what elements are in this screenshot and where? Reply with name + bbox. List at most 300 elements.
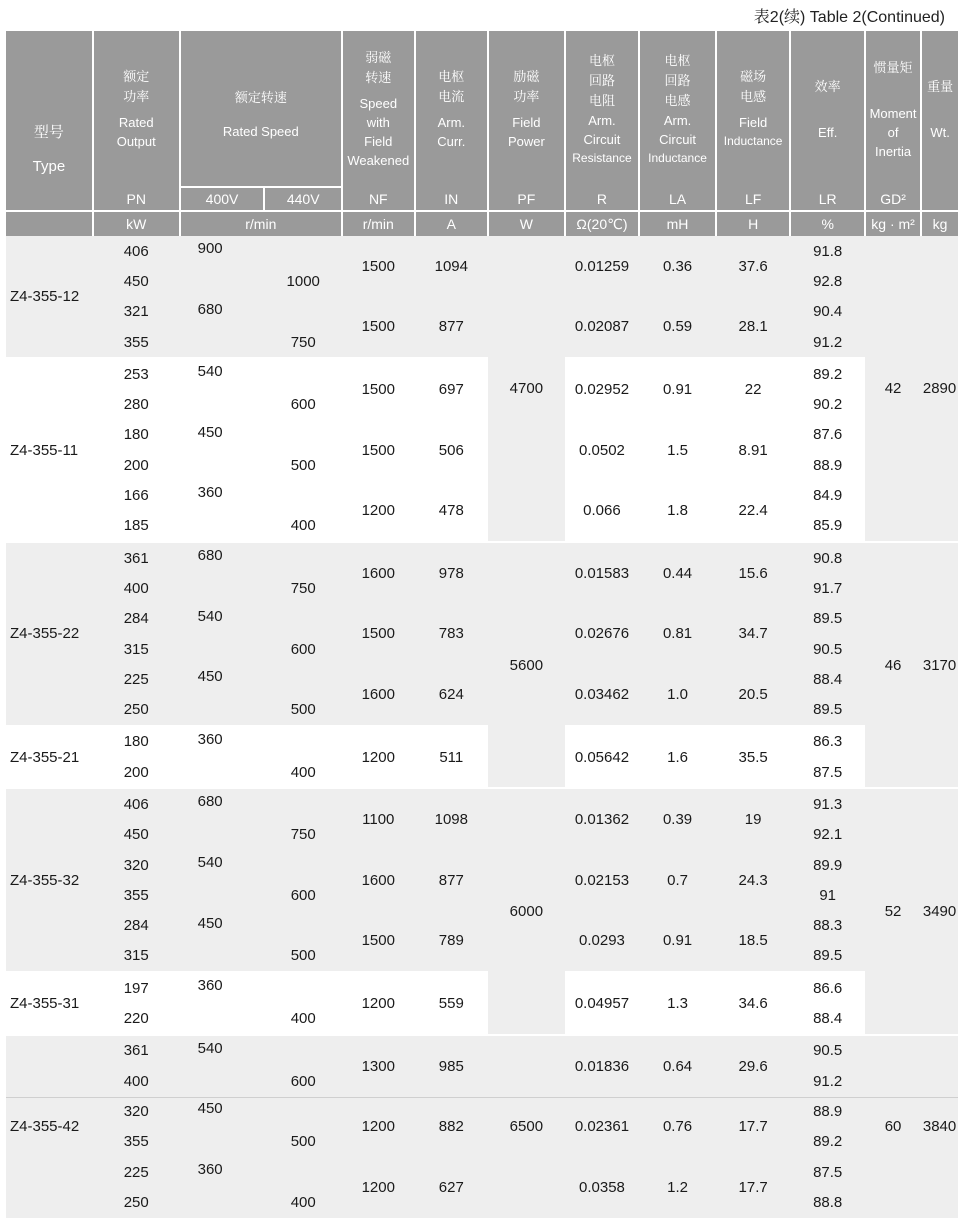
cell-field-inductance: 24.3	[716, 850, 791, 911]
cell-speed-440v	[264, 1157, 342, 1187]
cell-speed-weakened: 1100	[342, 788, 415, 850]
cell-inductance: 1.6	[639, 726, 716, 789]
spec-table	[6, 31, 958, 1218]
cell-inductance: 0.44	[639, 542, 716, 604]
cell-resistance: 0.03462	[565, 664, 640, 726]
table-row	[6, 236, 958, 266]
cell-speed-440v: 750	[264, 820, 342, 850]
header-text: Inductance	[648, 150, 707, 165]
cell-field-inductance: 19	[716, 788, 791, 850]
cell-inductance: 0.7	[639, 850, 716, 911]
header-text: Field	[739, 115, 768, 130]
header-text: 回路	[664, 72, 691, 88]
cell-resistance: 0.066	[583, 502, 621, 520]
header-text: Curr.	[437, 134, 466, 149]
sym-lf: LF	[716, 187, 791, 211]
cell-efficiency: 90.5	[790, 634, 865, 664]
cell-speed-440v: 1000	[264, 266, 342, 296]
cell-rated-output: 250	[93, 694, 180, 725]
cell-field-inductance: 15.6	[716, 542, 791, 604]
cell-rated-output: 450	[93, 266, 180, 296]
cell-rated-output: 355	[93, 880, 180, 910]
cell-speed-400v: 360	[180, 726, 265, 757]
header-text: 电阻	[588, 92, 615, 108]
cell-speed-400v	[180, 1066, 265, 1096]
table-row	[6, 911, 958, 941]
unit-ohm: Ω(20℃)	[565, 211, 640, 236]
cell-speed-440v: 600	[264, 880, 342, 910]
cell-speed-440v	[264, 297, 342, 327]
cell-speed-400v: 450	[180, 911, 265, 941]
cell-speed-weakened: 1500	[361, 441, 395, 459]
cell-rated-output: 253	[93, 358, 180, 389]
cell-efficiency: 90.4	[790, 297, 865, 327]
cell-speed-440v	[264, 911, 342, 941]
sym-440v: 440V	[264, 187, 342, 211]
cell-efficiency: 91.2	[790, 1066, 865, 1096]
cell-speed-400v: 450	[180, 664, 265, 694]
cell-rated-output: 406	[93, 788, 180, 819]
cell-arm-current: 627	[415, 1157, 489, 1218]
cell-efficiency: 89.2	[790, 358, 865, 389]
header-text: 功率	[513, 89, 540, 104]
cell-efficiency: 86.3	[790, 726, 865, 757]
cell-speed-440v: 500	[290, 456, 316, 474]
cell-rated-output: 321	[93, 297, 180, 327]
cell-speed-weakened: 1500	[342, 358, 415, 420]
header-arm-current	[415, 31, 489, 187]
sym-pn: PN	[93, 187, 180, 211]
cell-field-inductance: 17.7	[716, 1096, 791, 1157]
header-unit-row	[6, 211, 958, 236]
cell-speed-440v	[264, 726, 342, 757]
header-text: Moment	[869, 105, 917, 121]
cell-speed-440v	[264, 480, 342, 510]
cell-rated-output: 315	[93, 634, 180, 664]
cell-inductance: 1.8	[667, 502, 688, 520]
cell-inertia: 42	[865, 236, 921, 542]
cell-efficiency: 92.1	[790, 820, 865, 850]
header-efficiency	[790, 31, 865, 187]
cell-speed-440v	[264, 1096, 342, 1126]
type-cell: Z4-355-11	[6, 358, 93, 542]
sym-la: LA	[639, 187, 716, 211]
table-body	[6, 236, 958, 1218]
cell-speed-400v: 540	[180, 850, 265, 880]
cell-field-inductance: 34.6	[716, 972, 791, 1035]
header-text: 重量	[927, 78, 954, 94]
sym-nf: NF	[342, 187, 415, 211]
cell-speed-400v	[180, 941, 265, 972]
cell-efficiency: 91.3	[790, 788, 865, 819]
cell-efficiency: 87.6	[813, 426, 843, 444]
header-text: Inertia	[874, 143, 912, 159]
header-type-cn: 型号	[33, 124, 64, 141]
header-text: 转速	[365, 70, 392, 85]
cell-weight: 3170	[921, 542, 958, 788]
cell-arm-current: 511	[415, 726, 489, 789]
cell-resistance: 0.01259	[565, 236, 640, 297]
unit-a: A	[415, 211, 489, 236]
header-text: Wt.	[930, 124, 950, 140]
cell-speed-400v: 680	[180, 788, 265, 819]
cell-speed-400v: 540	[180, 604, 265, 634]
cell-speed-weakened: 1500	[342, 604, 415, 665]
cell-rated-output: 280	[123, 396, 149, 414]
cell-efficiency: 88.9	[813, 456, 843, 474]
cell-speed-weakened: 1600	[342, 542, 415, 604]
cell-arm-current: 783	[415, 604, 489, 665]
cell-speed-400v	[180, 450, 265, 480]
header-text: Rated	[118, 115, 154, 130]
cell-resistance: 0.01362	[565, 788, 640, 850]
unit-rpm: r/min	[180, 211, 342, 236]
cell-speed-400v	[180, 694, 265, 725]
cell-speed-440v: 500	[264, 941, 342, 972]
cell-speed-440v	[264, 604, 342, 634]
cell-speed-400v	[180, 1003, 265, 1034]
type-cell: Z4-355-22	[6, 542, 93, 726]
table-row	[6, 297, 958, 327]
cell-efficiency: 88.4	[790, 664, 865, 694]
cell-speed-weakened: 1500	[342, 236, 415, 297]
cell-speed-weakened: 1200	[342, 726, 415, 789]
unit-pct: %	[790, 211, 865, 236]
header-text: Arm.	[663, 112, 692, 128]
unit-kgm2: kg · m²	[865, 211, 921, 236]
cell-rated-output: 284	[93, 604, 180, 634]
header-text: Speed	[359, 96, 398, 111]
cell-inductance: 1.0	[639, 664, 716, 726]
cell-rated-output: 220	[123, 1010, 149, 1028]
cell-field-inductance: 8.91	[738, 441, 768, 459]
cell-resistance: 0.05642	[565, 726, 640, 789]
cell-efficiency: 90.2	[813, 396, 843, 414]
header-text: 磁场	[740, 69, 767, 84]
cell-rated-output: 361	[93, 1035, 180, 1066]
cell-arm-current: 877	[415, 297, 489, 359]
cell-inductance: 1.5	[667, 441, 688, 459]
cell-speed-400v	[180, 389, 265, 419]
cell-rated-output: 320	[93, 1096, 180, 1126]
cell-speed-440v: 400	[290, 1010, 316, 1028]
header-text: Inductance	[723, 134, 783, 148]
cell-arm-current: 882	[415, 1096, 489, 1157]
cell-speed-440v	[264, 236, 342, 266]
cell-speed-weakened: 1200	[342, 1096, 415, 1157]
cell-weight: 3840	[921, 1035, 958, 1218]
cell-speed-440v	[264, 972, 342, 1003]
header-text: 惯量矩	[873, 59, 913, 75]
header-field-power	[488, 31, 565, 187]
sym-in: IN	[415, 187, 489, 211]
header-resistance	[565, 31, 640, 187]
cell-speed-weakened: 1600	[342, 664, 415, 726]
cell-field-inductance: 22.4	[738, 502, 768, 520]
cell-efficiency: 89.5	[790, 694, 865, 725]
cell-speed-weakened: 1500	[342, 911, 415, 973]
cell-speed-400v: 680	[180, 297, 265, 327]
type-cell: Z4-355-31	[6, 972, 93, 1035]
cell-speed-400v: 900	[180, 236, 265, 266]
cell-arm-current: 697	[415, 358, 489, 420]
cell-efficiency: 89.2	[790, 1127, 865, 1157]
header-inertia	[865, 31, 921, 187]
cell-rated-output: 315	[93, 941, 180, 972]
cell-rated-output: 225	[93, 1157, 180, 1187]
cell-speed-weakened: 1300	[342, 1035, 415, 1097]
cell-speed-440v: 400	[264, 1187, 342, 1217]
cell-field-inductance: 22	[716, 358, 791, 420]
cell-resistance: 0.0293	[565, 911, 640, 973]
table-row	[6, 420, 958, 450]
header-text: 弱磁	[365, 50, 392, 65]
header-text: Resistance	[572, 150, 632, 165]
cell-efficiency: 91	[790, 880, 865, 910]
cell-field-inductance: 34.7	[716, 604, 791, 665]
cell-speed-400v	[180, 1127, 265, 1157]
cell-speed-400v	[180, 820, 265, 850]
table-caption: 表2(续) Table 2(Continued)	[753, 9, 945, 26]
cell-speed-440v	[264, 788, 342, 819]
table-row	[6, 604, 958, 634]
cell-speed-440v: 500	[264, 694, 342, 725]
cell-rated-output: 406	[93, 236, 180, 266]
header-text: Circuit	[659, 131, 696, 147]
header-text: 效率	[814, 78, 841, 94]
cell-rated-output: 166	[123, 487, 149, 505]
cell-field-inductance: 18.5	[716, 911, 791, 973]
cell-speed-weakened: 1600	[342, 850, 415, 911]
cell-resistance: 0.01836	[565, 1035, 640, 1097]
cell-arm-current: 1094	[415, 236, 489, 297]
cell-speed-400v	[180, 266, 265, 296]
cell-efficiency: 90.8	[790, 542, 865, 573]
cell-resistance: 0.0502	[579, 441, 625, 459]
cell-inductance: 0.91	[639, 911, 716, 973]
header-text: 电感	[664, 92, 691, 108]
unit-h: H	[716, 211, 791, 236]
header-text: Field	[364, 134, 393, 149]
cell-speed-400v	[180, 757, 265, 788]
header-text: Circuit	[583, 131, 621, 147]
cell-resistance: 0.04957	[565, 972, 640, 1035]
cell-arm-current: 1098	[415, 788, 489, 850]
cell-resistance: 0.02361	[565, 1096, 640, 1157]
cell-efficiency: 84.9	[813, 487, 843, 505]
type-cell: Z4-355-21	[6, 726, 93, 789]
cell-speed-440v: 600	[264, 1066, 342, 1096]
header-text: 电枢	[664, 52, 691, 68]
cell-efficiency: 90.5	[790, 1035, 865, 1066]
cell-efficiency: 88.3	[790, 911, 865, 941]
sym-pf: PF	[488, 187, 565, 211]
cell-arm-current: 985	[415, 1035, 489, 1097]
cell-rated-output: 355	[93, 327, 180, 358]
header-text: 电枢	[588, 52, 615, 68]
table-row	[6, 972, 958, 1003]
cell-speed-400v: 360	[197, 484, 223, 502]
header-inductance	[639, 31, 716, 187]
cell-resistance: 0.02952	[565, 358, 640, 420]
cell-rated-output: 355	[93, 1127, 180, 1157]
unit-kw: kW	[93, 211, 180, 236]
cell-speed-400v	[180, 880, 265, 910]
header-text: 电感	[740, 89, 767, 104]
cell-inertia: 60	[865, 1035, 921, 1218]
cell-field-inductance: 37.6	[716, 236, 791, 297]
cell-efficiency: 85.9	[813, 517, 843, 535]
cell-inductance: 0.64	[639, 1035, 716, 1097]
cell-speed-400v	[180, 573, 265, 603]
cell-rated-output: 197	[93, 972, 180, 1003]
sym-r: R	[565, 187, 640, 211]
cell-rated-output: 450	[93, 820, 180, 850]
table-row	[6, 664, 958, 694]
table-bottom-rule	[6, 1097, 958, 1098]
header-text: Rated Speed	[222, 124, 299, 139]
cell-resistance: 0.0358	[565, 1157, 640, 1218]
type-cell: Z4-355-32	[6, 788, 93, 972]
header-text: with	[366, 115, 390, 130]
cell-rated-output: 284	[93, 911, 180, 941]
cell-inertia: 52	[865, 788, 921, 1034]
cell-speed-400v: 540	[180, 358, 265, 389]
cell-efficiency: 91.8	[790, 236, 865, 266]
cell-speed-400v	[180, 327, 265, 358]
cell-resistance: 0.02153	[565, 850, 640, 911]
header-text: Power	[507, 134, 545, 149]
cell-arm-current: 978	[415, 542, 489, 604]
unit-kg: kg	[921, 211, 958, 236]
cell-rated-output: 320	[93, 850, 180, 880]
sym-lr: LR	[790, 187, 865, 211]
cell-weight: 2890	[921, 236, 958, 542]
cell-speed-440v	[264, 542, 342, 573]
cell-speed-440v	[264, 850, 342, 880]
cell-speed-400v: 540	[180, 1035, 265, 1066]
cell-speed-440v: 750	[264, 573, 342, 603]
cell-rated-output: 400	[93, 1066, 180, 1096]
unit-type	[6, 211, 93, 236]
header-symbol-row	[6, 187, 958, 211]
cell-inductance: 1.2	[639, 1157, 716, 1218]
header-text: 额定	[123, 69, 150, 84]
sym-400v: 400V	[180, 187, 265, 211]
cell-speed-400v: 360	[180, 1157, 265, 1187]
header-text: Arm.	[588, 112, 616, 128]
cell-inductance: 0.36	[639, 236, 716, 297]
table-row	[6, 358, 958, 389]
table-row	[6, 1157, 958, 1187]
cell-speed-400v	[180, 634, 265, 664]
cell-inductance: 1.3	[639, 972, 716, 1035]
unit-mh: mH	[639, 211, 716, 236]
sym-wt	[921, 187, 958, 211]
cell-rated-output: 400	[93, 573, 180, 603]
cell-field-power: 5600	[488, 542, 565, 788]
header-speed-weakened	[342, 31, 415, 187]
cell-speed-400v: 680	[180, 542, 265, 573]
cell-inductance: 0.76	[639, 1096, 716, 1157]
cell-field-inductance: 28.1	[716, 297, 791, 359]
cell-speed-weakened: 1200	[342, 1157, 415, 1218]
header-weight	[921, 31, 958, 187]
cell-efficiency: 87.5	[790, 1157, 865, 1187]
cell-speed-400v	[180, 511, 265, 542]
cell-arm-current: 624	[415, 664, 489, 726]
cell-speed-440v	[264, 664, 342, 694]
sym-gd2: GD²	[865, 187, 921, 211]
cell-efficiency: 88.4	[813, 1010, 843, 1028]
cell-speed-440v: 750	[264, 327, 342, 358]
header-rated-speed	[180, 31, 342, 187]
cell-arm-current: 506	[438, 441, 464, 459]
header-field-inductance	[716, 31, 791, 187]
cell-speed-weakened: 1200	[361, 502, 395, 520]
cell-efficiency: 88.8	[790, 1187, 865, 1217]
cell-resistance: 0.02087	[565, 297, 640, 359]
cell-speed-440v: 400	[290, 763, 316, 781]
table-row	[6, 1096, 958, 1126]
cell-resistance: 0.02676	[565, 604, 640, 665]
cell-speed-400v: 450	[180, 1096, 265, 1126]
cell-inductance: 0.81	[639, 604, 716, 665]
cell-inertia: 46	[865, 542, 921, 788]
cell-field-power: 6000	[488, 788, 565, 1034]
table-row	[6, 788, 958, 819]
header-text: Weakened	[347, 153, 410, 168]
header-text: 回路	[588, 72, 615, 88]
header-text: Eff.	[818, 124, 838, 140]
cell-inductance: 0.39	[639, 788, 716, 850]
cell-speed-440v	[264, 420, 342, 450]
header-text: 励磁	[513, 69, 540, 84]
cell-rated-output: 361	[93, 542, 180, 573]
cell-speed-440v: 600	[290, 396, 316, 414]
cell-speed-400v: 450	[197, 423, 223, 441]
cell-rated-output: 225	[93, 664, 180, 694]
type-cell: Z4-355-12	[6, 236, 93, 358]
cell-efficiency: 87.5	[813, 763, 843, 781]
cell-efficiency: 88.9	[790, 1096, 865, 1126]
cell-efficiency: 89.5	[790, 941, 865, 972]
cell-resistance: 0.01583	[565, 542, 640, 604]
cell-arm-current: 877	[415, 850, 489, 911]
cell-speed-400v: 360	[180, 972, 265, 1003]
table-row	[6, 480, 958, 510]
header-text: 额定转速	[234, 90, 287, 105]
cell-speed-440v: 600	[264, 634, 342, 664]
cell-inductance: 0.91	[639, 358, 716, 420]
cell-efficiency: 91.2	[790, 327, 865, 358]
cell-speed-weakened: 1500	[342, 297, 415, 359]
cell-rated-output: 185	[123, 517, 149, 535]
cell-speed-weakened: 1200	[342, 972, 415, 1035]
table-row	[6, 850, 958, 880]
cell-speed-440v	[264, 358, 342, 389]
table-row	[6, 726, 958, 757]
table-row	[6, 542, 958, 573]
cell-rated-output: 200	[123, 456, 149, 474]
cell-rated-output: 180	[93, 726, 180, 757]
header-text: Output	[116, 134, 156, 149]
header-type-en: Type	[32, 158, 66, 175]
header-text: 电流	[438, 89, 465, 104]
cell-speed-440v	[264, 1035, 342, 1066]
header-text: Field	[512, 115, 541, 130]
cell-field-power: 4700	[488, 236, 565, 542]
